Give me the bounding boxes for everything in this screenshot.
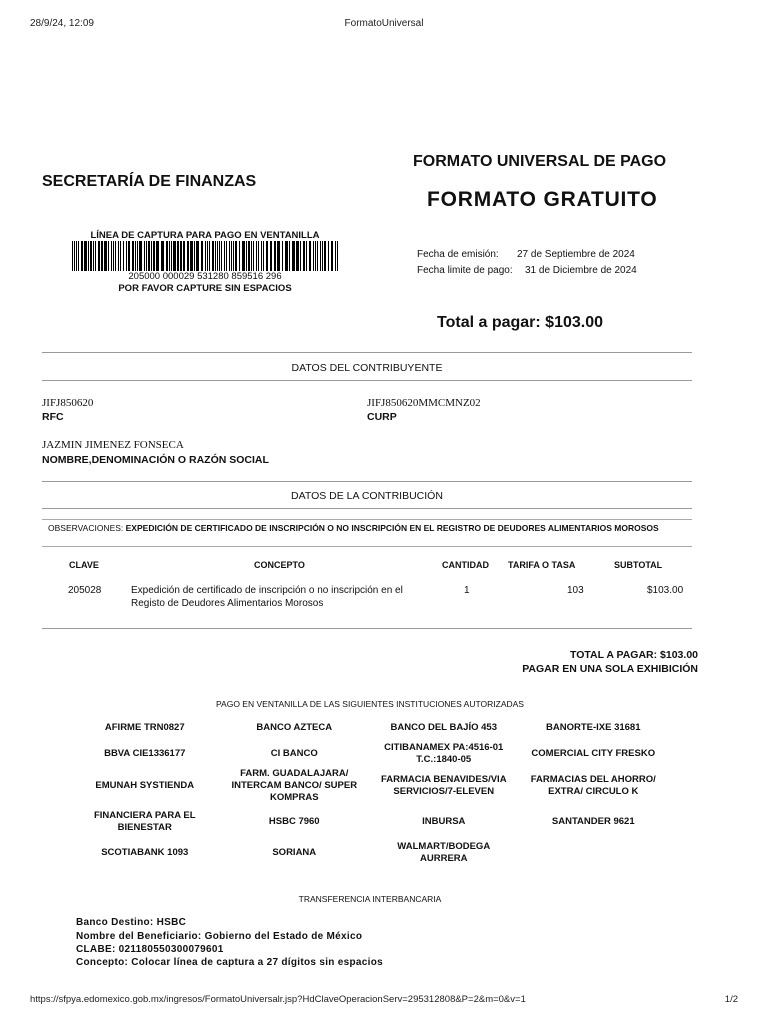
bank-item: FARMACIAS DEL AHORRO/ EXTRA/ CIRCULO K	[530, 774, 656, 797]
rfc-value: JIFJ850620	[42, 397, 94, 409]
bank-item: SANTANDER 9621	[551, 816, 635, 827]
fecha-limite-value: 31 de Diciembre de 2024	[525, 265, 637, 276]
divider	[42, 380, 692, 381]
concepto-transferencia: Concepto: Colocar línea de captura a 27 dígitos sin espacios	[76, 957, 383, 968]
curp-value: JIFJ850620MMCMNZ02	[367, 397, 481, 409]
bank-item: HSBC 7960	[268, 816, 320, 827]
print-datetime: 28/9/24, 12:09	[30, 18, 94, 29]
td-cantidad: 1	[464, 585, 470, 596]
bank-item: BANCO DEL BAJÍO 453	[390, 722, 497, 733]
beneficiario: Nombre del Beneficiario: Gobierno del Estado de México	[76, 931, 363, 942]
barcode-number: 205000 000029 531280 859516 296	[128, 271, 282, 282]
bank-item: BANCO AZTECA	[256, 722, 333, 733]
th-concepto: CONCEPTO	[254, 560, 305, 570]
observaciones-box	[42, 519, 692, 547]
bank-item: WALMART/BODEGA AURRERA	[397, 841, 491, 864]
contribuyente-section-title: DATOS DEL CONTRIBUYENTE	[291, 362, 443, 374]
fecha-emision-value: 27 de Septiembre de 2024	[517, 249, 635, 260]
bank-grid	[70, 715, 668, 867]
bank-item: SORIANA	[272, 847, 317, 858]
nombre-label: NOMBRE,DENOMINACIÓN O RAZÓN SOCIAL	[42, 454, 269, 466]
bank-item: FARM. GUADALAJARA/ INTERCAM BANCO/ SUPER KOMPRAS	[231, 768, 358, 803]
td-concepto: Expedición de certificado de inscripción o no inscripción en el Registo de Deudores Alimentarios Morosos	[131, 585, 403, 609]
td-subtotal: $103.00	[647, 585, 684, 596]
pago-ventanilla-title: PAGO EN VENTANILLA DE LAS SIGUIENTES INSTITUCIONES AUTORIZADAS	[216, 699, 524, 709]
bank-item: EMUNAH SYSTIENDA	[95, 780, 195, 791]
barcode-note: POR FAVOR CAPTURE SIN ESPACIOS	[118, 283, 292, 294]
bank-item: BANORTE-IXE 31681	[545, 722, 641, 733]
total-a-pagar: TOTAL A PAGAR: $103.00	[570, 649, 698, 661]
formato-gratuito-title: FORMATO GRATUITO	[427, 188, 658, 211]
td-clave: 205028	[68, 585, 102, 596]
banco-destino: Banco Destino: HSBC	[76, 917, 187, 928]
td-tarifa: 103	[567, 585, 584, 596]
th-clave: CLAVE	[69, 560, 99, 570]
th-tarifa: TARIFA O TASA	[508, 560, 576, 570]
divider	[42, 481, 692, 482]
bank-item: AFIRME TRN0827	[104, 722, 185, 733]
table-row	[42, 584, 692, 614]
th-cantidad: CANTIDAD	[442, 560, 489, 570]
bank-item: INBURSA	[422, 816, 466, 827]
fecha-emision-row	[417, 249, 635, 260]
bank-item: FINANCIERA PARA EL BIENESTAR	[93, 810, 196, 833]
clabe: CLABE: 021180550300079601	[76, 944, 224, 955]
bank-item: BBVA CIE1336177	[104, 748, 186, 759]
th-subtotal: SUBTOTAL	[614, 560, 663, 570]
bank-item: CITIBANAMEX PA:4516-01 T.C.:1840-05	[384, 742, 504, 765]
fecha-emision-label: Fecha de emisión:	[417, 249, 499, 260]
page-number: 1/2	[724, 994, 738, 1005]
bank-item: SCOTIABANK 1093	[101, 847, 189, 858]
bank-item	[519, 839, 669, 867]
fecha-limite-label: Fecha limite de pago:	[417, 265, 513, 276]
total-header: Total a pagar: $103.00	[437, 314, 603, 331]
print-header	[30, 18, 738, 32]
bank-item: FARMACIA BENAVIDES/VIA SERVICIOS/7-ELEVEN	[380, 774, 507, 797]
nombre-value: JAZMIN JIMENEZ FONSECA	[42, 439, 184, 451]
observaciones-value: EXPEDICIÓN DE CERTIFICADO DE INSCRIPCIÓN O NO INSCRIPCIÓN EN EL REGISTRO DE DEUDORES ALIMENTARIOS MOROSOS	[125, 523, 659, 533]
divider	[42, 628, 692, 629]
rfc-label: RFC	[42, 411, 64, 423]
transferencia-title: TRANSFERENCIA INTERBANCARIA	[298, 894, 442, 904]
curp-label: CURP	[367, 411, 397, 423]
divider	[42, 508, 692, 509]
formato-universal-title: FORMATO UNIVERSAL DE PAGO	[413, 153, 667, 170]
secretaria-title: SECRETARÍA DE FINANZAS	[42, 173, 257, 190]
bank-item: CI BANCO	[270, 748, 318, 759]
contribucion-section-title: DATOS DE LA CONTRIBUCIÓN	[291, 490, 443, 502]
print-title: FormatoUniversal	[344, 18, 424, 29]
footer-url: https://sfpya.edomexico.gob.mx/ingresos/FormatoUniversalr.jsp?HdClaveOperacionServ=295312808&P=2&m=0&v=1	[30, 994, 526, 1005]
pagar-una-exhibicion: PAGAR EN UNA SOLA EXHIBICIÓN	[522, 663, 698, 675]
barcode-image	[72, 241, 338, 271]
observaciones-label: OBSERVACIONES:	[48, 523, 124, 533]
divider	[42, 352, 692, 353]
bank-item: COMERCIAL CITY FRESKO	[531, 748, 656, 759]
fecha-limite-row	[417, 265, 637, 276]
barcode-label: LÍNEA DE CAPTURA PARA PAGO EN VENTANILLA	[90, 230, 320, 241]
